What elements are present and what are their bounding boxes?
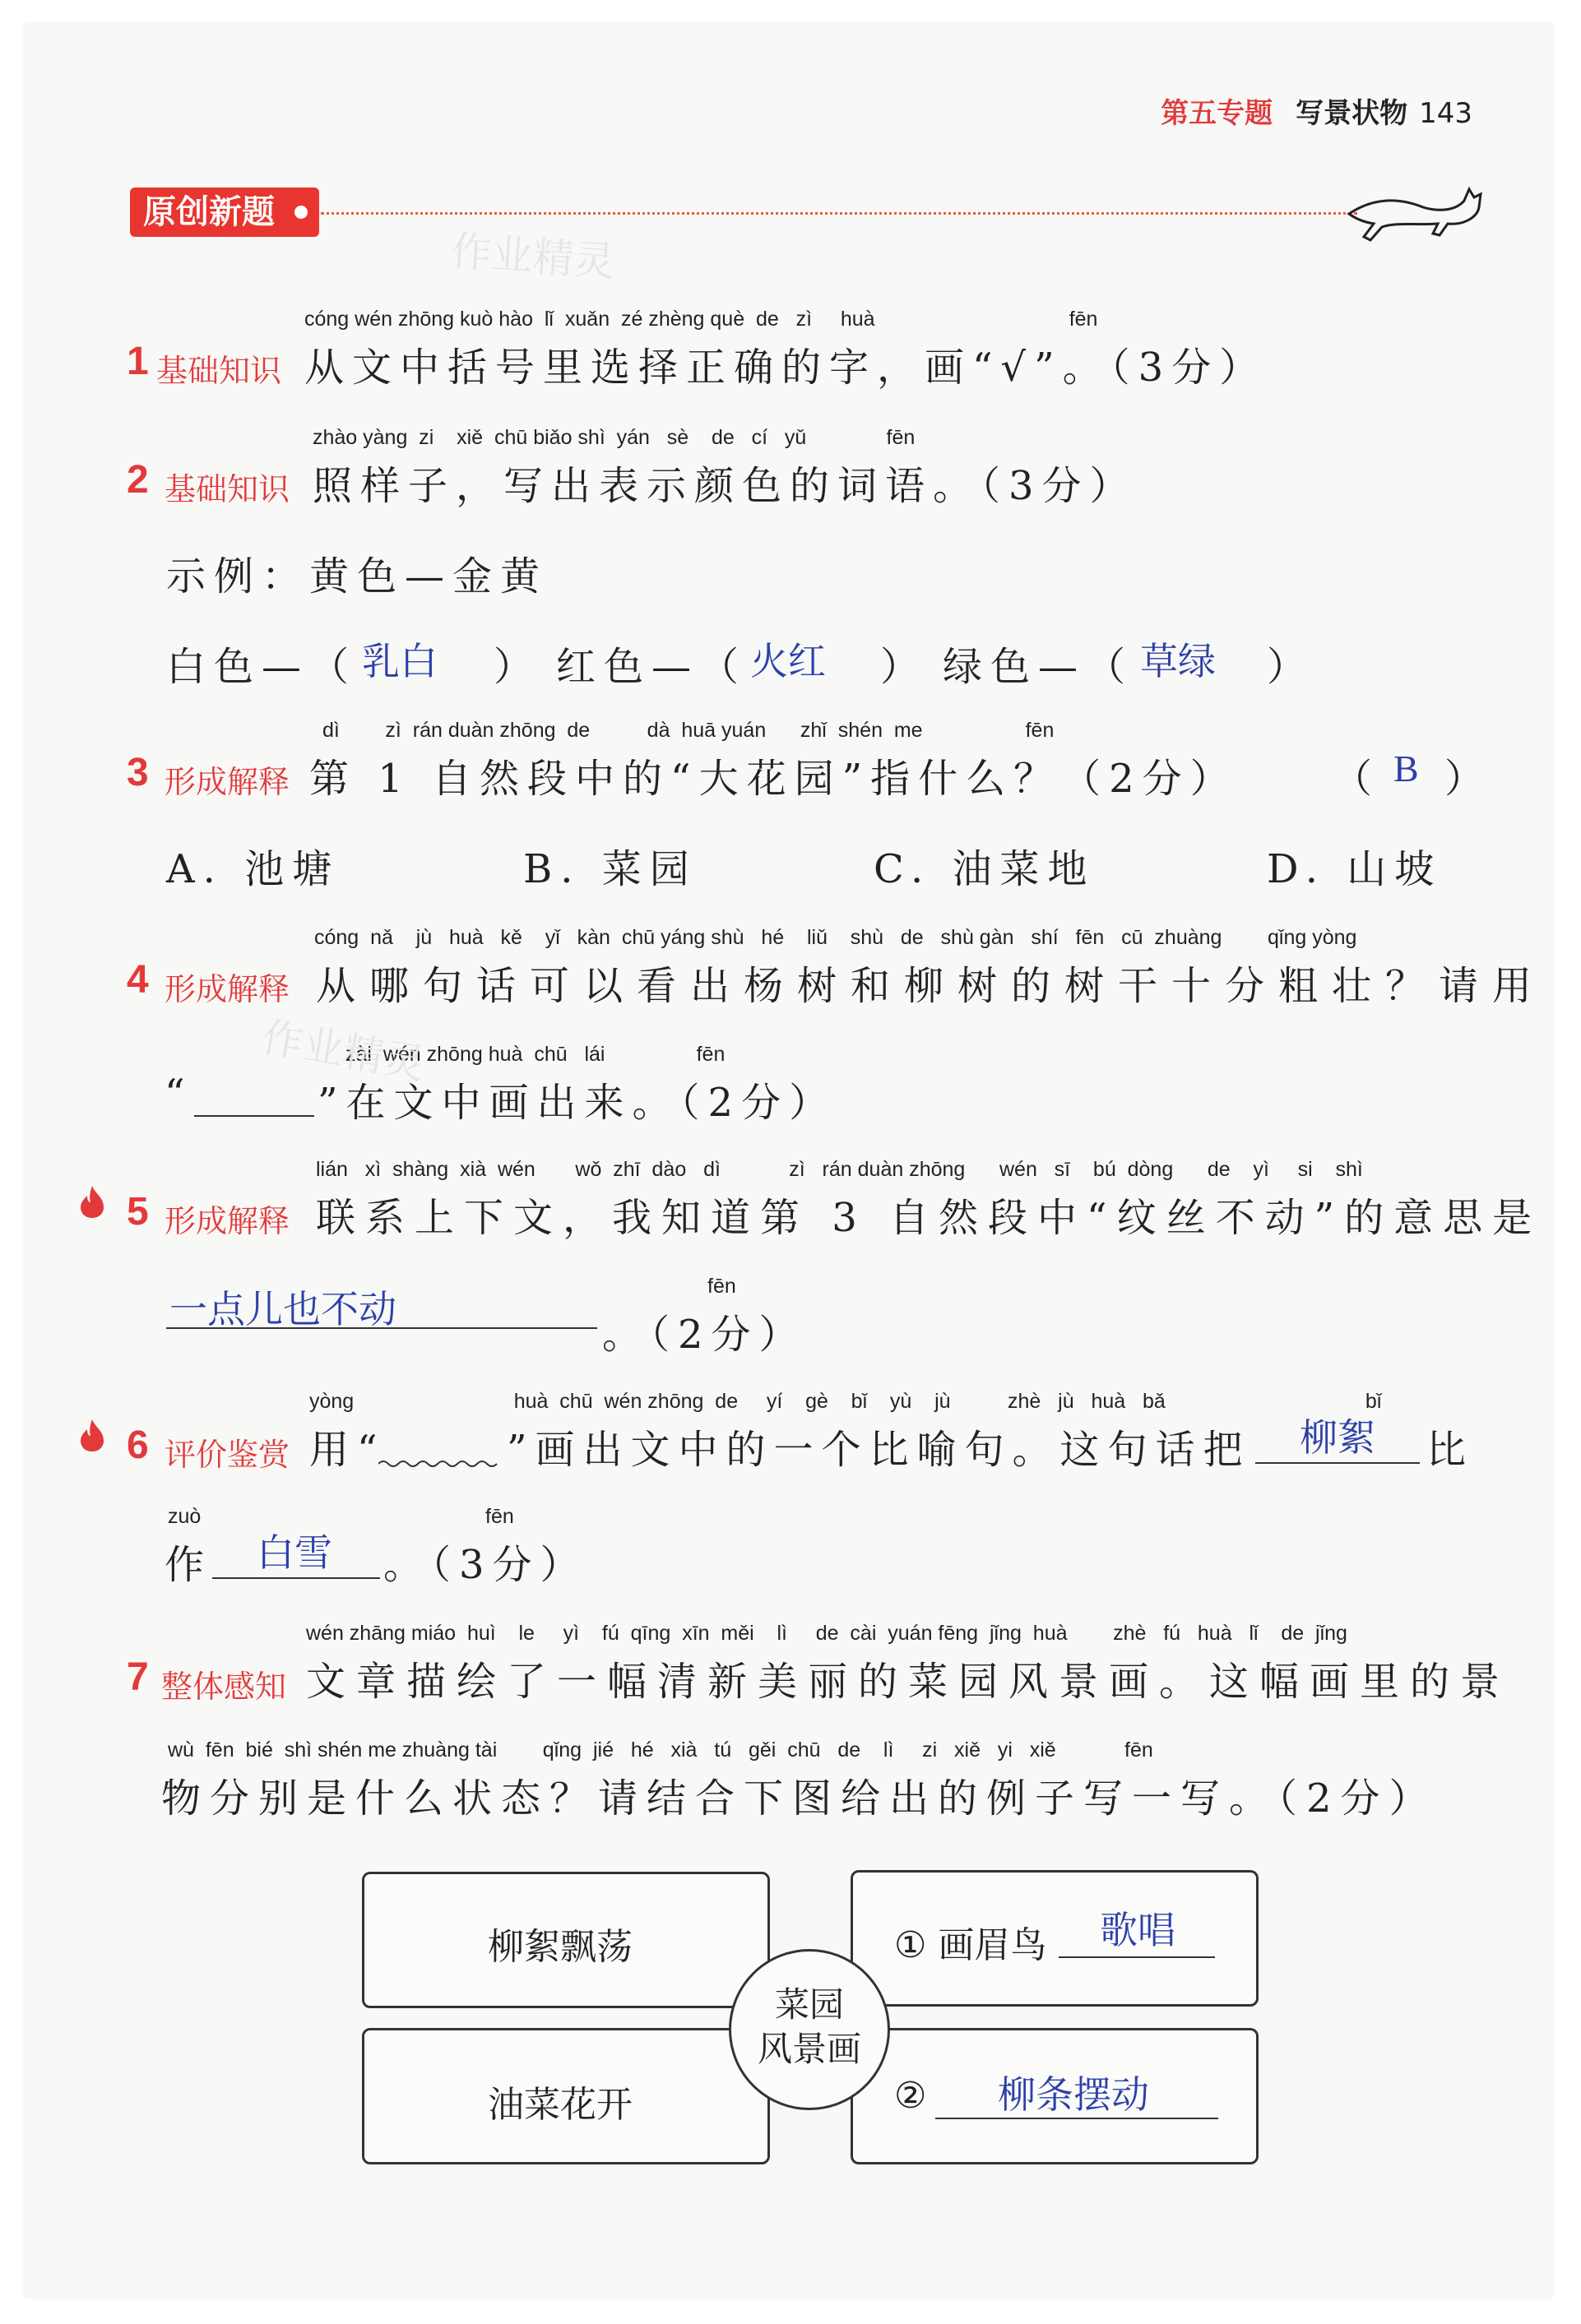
q4-quote-open: “ xyxy=(165,1071,193,1117)
q4-pinyin: cóng nǎ jù huà kě yǐ kàn chū yáng shù hé liǔ shù de shù gàn shí fēn cū zhuàng qǐng yòng xyxy=(314,926,1357,949)
q4-text: 从哪句话可以看出杨树和柳树的树干十分粗壮？请用 xyxy=(316,963,1546,1009)
q3-answer: B xyxy=(1393,748,1419,789)
q4-tag: 形成解释 xyxy=(165,971,290,1007)
q5-text: 联系上下文，我知道第 3 自然段中“纹丝不动”的意思是 xyxy=(316,1195,1542,1241)
q2-example: 示例：黄色—金黄 xyxy=(166,553,549,600)
q2-item-2-close: ） xyxy=(880,644,929,690)
q6-pinyin-2a: zuò xyxy=(168,1505,202,1528)
box-tr-blank[interactable] xyxy=(1059,1956,1215,1958)
q7-pinyin: wén zhāng miáo huì le yì fú qīng xīn měi lì de cài yuán fēng jǐng huà zhè fú huà lǐ de jǐng xyxy=(306,1622,1347,1645)
q6-text-a: 用“ xyxy=(309,1427,386,1473)
q7-pinyin-2: wù fēn bié shì shén me zhuàng tài qǐng jié hé xià tú gěi chū de lì zi xiě yi xiě fēn xyxy=(168,1738,1153,1762)
q7-tag: 整体感知 xyxy=(161,1669,287,1705)
q7-text: 文章描绘了一幅清新美丽的菜园风景画。这幅画里的景 xyxy=(306,1659,1511,1705)
q2-text: 照样子，写出表示颜色的词语。（3分） xyxy=(313,463,1138,509)
q2-item-1-answer: 乳白 xyxy=(362,639,438,683)
page-header xyxy=(1161,90,1472,131)
q6-pinyin-2b: fēn xyxy=(485,1505,514,1528)
diagram-box-bottom-left xyxy=(362,2028,770,2164)
box-tl-text: 柳絮飘荡 xyxy=(488,1926,633,1968)
q2-item-1-label: 白色—（ xyxy=(166,644,358,690)
box-bl-text: 油菜花开 xyxy=(488,2084,633,2126)
q2-item-2-answer: 火红 xyxy=(750,639,826,683)
section-banner xyxy=(130,187,319,237)
diagram-box-top-right xyxy=(851,1870,1259,2007)
q5-pinyin-2: fēn xyxy=(707,1275,736,1298)
q2-item-1-close: ） xyxy=(494,644,542,690)
q6-blank-2[interactable] xyxy=(212,1577,380,1579)
q1-text: 从文中括号里选择正确的字，画“√”。（3分） xyxy=(304,345,1268,391)
q6-text-2b: 。（3分） xyxy=(383,1542,588,1588)
q1-tag: 基础知识 xyxy=(156,353,282,389)
watermark-2: 作业精灵 xyxy=(257,1013,429,1089)
q2-number: 2 xyxy=(127,458,149,502)
center-line-2: 风景画 xyxy=(757,2029,861,2069)
q2-pinyin: zhào yàng zi xiě chū biǎo shì yán sè de cí yǔ fēn xyxy=(313,426,916,449)
q6-text-b: ”画出文中的一个比喻句。这句话把 xyxy=(507,1427,1251,1473)
q4-pinyin-2: zài wén zhōng huà chū lái fēn xyxy=(345,1043,726,1066)
watermark: 作业精灵 xyxy=(448,227,617,286)
q7-number: 7 xyxy=(127,1655,149,1699)
q3-option-d: D. 山坡 xyxy=(1267,846,1443,892)
q1-number: 1 xyxy=(127,340,149,383)
q5-tail: 。（2分） xyxy=(602,1312,807,1358)
q3-bracket-open: （ xyxy=(1333,756,1381,802)
q6-blank-1[interactable] xyxy=(1255,1462,1420,1464)
box-tr-answer: 歌唱 xyxy=(1100,1908,1175,1952)
q6-number: 6 xyxy=(127,1424,149,1467)
header-subtitle: 写景状物 xyxy=(1296,97,1408,130)
box-tr-label: ① 画眉鸟 xyxy=(894,1924,1047,1966)
q2-item-3-label: 绿色—（ xyxy=(943,644,1134,690)
q3-tag: 形成解释 xyxy=(165,764,290,800)
q2-tag: 基础知识 xyxy=(165,471,290,507)
diagram-box-top-left xyxy=(362,1872,770,2008)
diagram-box-bottom-right xyxy=(851,2028,1259,2164)
cat-icon xyxy=(1341,164,1489,247)
box-br-label: ② xyxy=(894,2075,927,2117)
q5-tag: 形成解释 xyxy=(165,1203,290,1239)
q2-item-3-close: ） xyxy=(1267,644,1315,690)
q6-tag: 评价鉴赏 xyxy=(165,1437,290,1473)
q4-text-2: ”在文中画出来。（2分） xyxy=(318,1080,837,1126)
q2-item-3-answer: 草绿 xyxy=(1140,639,1216,683)
q3-option-b: B. 菜园 xyxy=(523,846,698,892)
q6-answer-2: 白雪 xyxy=(257,1530,332,1575)
q3-option-a: A. 池塘 xyxy=(166,846,341,892)
q6-text-2a: 作 xyxy=(165,1542,213,1588)
q5-answer: 一点儿也不动 xyxy=(169,1287,396,1331)
banner-label: 原创新题 xyxy=(143,193,275,231)
q1-pinyin: cóng wén zhōng kuò hào lǐ xuǎn zé zhèng què de zì huà fēn xyxy=(304,308,1098,331)
q3-pinyin: dì zì rán duàn zhōng de dà huā yuán zhǐ shén me fēn xyxy=(322,719,1055,742)
box-br-answer: 柳条摆动 xyxy=(998,2072,1149,2117)
q5-pinyin: lián xì shàng xià wén wǒ zhī dào dì zì rán duàn zhōng wén sī bú dòng de yì si shì xyxy=(316,1158,1363,1181)
diagram-center-circle xyxy=(729,1949,890,2110)
q4-blank[interactable] xyxy=(194,1115,314,1117)
q4-number: 4 xyxy=(127,958,149,1002)
center-line-1: 菜园 xyxy=(774,1984,844,2025)
q6-answer-1: 柳絮 xyxy=(1300,1415,1375,1460)
banner-dot-icon xyxy=(294,206,308,219)
wavy-underline-blank[interactable] xyxy=(378,1459,502,1469)
q5-number: 5 xyxy=(127,1190,149,1234)
q3-text: 第 1 自然段中的“大花园”指什么？（2分） xyxy=(309,756,1238,802)
page-number: 143 xyxy=(1419,97,1472,130)
header-topic: 第五专题 xyxy=(1161,97,1273,130)
q2-item-2-label: 红色—（ xyxy=(556,644,748,690)
q3-number: 3 xyxy=(127,751,149,794)
q3-bracket-close: ） xyxy=(1444,756,1493,802)
q3-option-c: C. 油菜地 xyxy=(874,846,1096,892)
dotted-divider xyxy=(321,212,1357,215)
q6-pinyin: yòng huà chū wén zhōng de yí gè bǐ yù jù zhè jù huà bǎ bǐ xyxy=(309,1390,1382,1413)
flame-icon xyxy=(79,1418,105,1452)
q7-text-2: 物分别是什么状态？请结合下图给出的例子写一写。（2分） xyxy=(161,1775,1438,1822)
flame-icon xyxy=(79,1184,105,1219)
q6-text-c: 比 xyxy=(1426,1427,1475,1473)
